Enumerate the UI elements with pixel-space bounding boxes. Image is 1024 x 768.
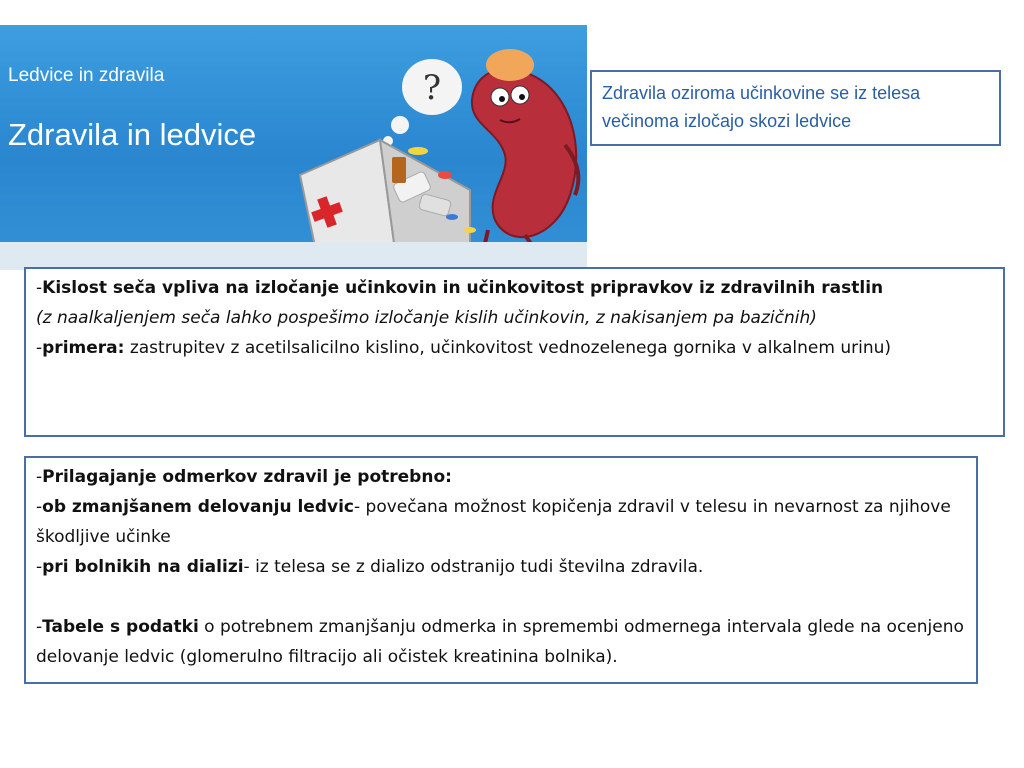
reduced-function-text: - povečana možnost kopičenja zdravil v telesu in nevarnost za njihove škodljive učinke — [36, 497, 951, 547]
tables-label: Tabele s podatki — [42, 617, 199, 637]
dose-heading: Prilagajanje odmerkov zdravil je potrebno: — [42, 467, 452, 487]
banner-image — [0, 25, 587, 270]
acidity-heading: Kislost seča vpliva na izločanje učinkovin in učinkovitost pripravkov iz zdravilnih rastlin — [42, 278, 884, 298]
dash: - — [36, 467, 43, 487]
dialysis-label: pri bolnikih na dializi — [42, 557, 244, 577]
dialysis-text: - iz telesa se z dializo odstranijo tudi številna zdravila. — [243, 557, 704, 577]
urine-acidity-box — [24, 267, 1005, 437]
question-mark: ? — [422, 68, 442, 108]
acidity-explanation: (z naalkaljenjem seča lahko pospešimo izločanje kislih učinkovin, z nakisanjem pa bazičnih) — [36, 308, 817, 328]
dash: - — [36, 497, 43, 517]
note-box — [590, 70, 1001, 146]
dialysis-paragraph — [36, 552, 966, 582]
banner-title: Zdravila in ledvice — [8, 117, 257, 152]
dose-adjustment-box — [24, 456, 978, 684]
tables-text: o potrebnem zmanjšanju odmerka in spremembi odmernega intervala glede na ocenjeno delovanje ledvic (glomerulno filtracijo ali očistek kreatinina bolnika). — [36, 617, 964, 667]
examples-text: zastrupitev z acetilsalicilno kislino, učinkovitost vednozelenega gornika v alkalnem urinu) — [124, 338, 891, 358]
examples-label: primera: — [42, 338, 125, 358]
reduced-function-label: ob zmanjšanem delovanju ledvic — [42, 497, 354, 517]
reduced-function-paragraph — [36, 492, 966, 552]
dose-heading-paragraph — [36, 462, 966, 492]
spacer — [36, 582, 966, 612]
examples-paragraph — [36, 333, 993, 363]
tables-paragraph — [36, 612, 966, 672]
dash: - — [36, 557, 43, 577]
dash: - — [36, 278, 43, 298]
dash: - — [36, 617, 43, 637]
acidity-paragraph — [36, 273, 993, 333]
note-text: Zdravila oziroma učinkovine se iz telesa večinoma izločajo skozi ledvice — [602, 83, 921, 131]
kidney-character-icon — [470, 49, 578, 263]
dash: - — [36, 338, 43, 358]
banner-subtitle: Ledvice in zdravila — [8, 65, 165, 86]
